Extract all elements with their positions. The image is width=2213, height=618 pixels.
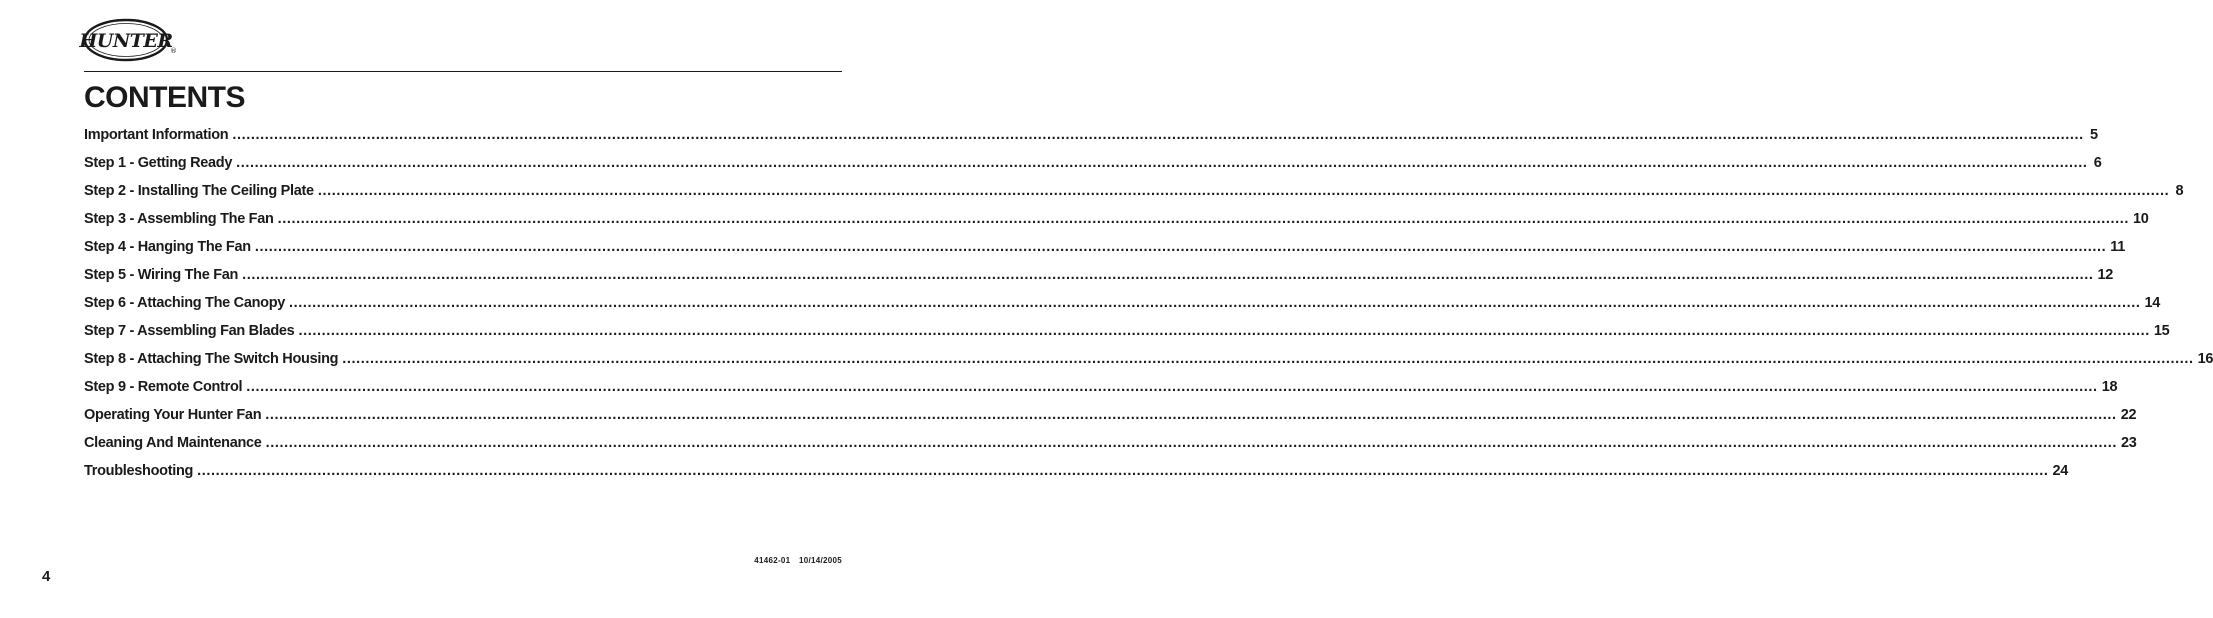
toc-page: 11 — [2110, 239, 2125, 255]
toc-row[interactable] — [84, 152, 2102, 180]
table-of-contents — [84, 124, 2213, 488]
toc-label: Step 9 - Remote Control — [84, 379, 243, 395]
toc-leader: ................................................................................................................................................................................................................................................................................................................................................................................................................ — [298, 323, 2150, 339]
toc-row[interactable] — [84, 348, 2213, 376]
toc-label: Step 7 - Assembling Fan Blades — [84, 323, 295, 339]
toc-leader: ................................................................................................................................................................................................................................................................................................................................................................................................................ — [254, 239, 2107, 255]
toc-leader: ................................................................................................................................................................................................................................................................................................................................................................................................................ — [236, 155, 2088, 171]
toc-page: 6 — [2093, 155, 2102, 171]
toc-leader: ................................................................................................................................................................................................................................................................................................................................................................................................................ — [242, 267, 2094, 283]
toc-page: 23 — [2121, 435, 2137, 451]
toc-leader: ................................................................................................................................................................................................................................................................................................................................................................................................................ — [342, 351, 2194, 367]
toc-leader: ................................................................................................................................................................................................................................................................................................................................................................................................................ — [317, 183, 2170, 199]
toc-label: Step 5 - Wiring The Fan — [84, 267, 239, 283]
page-title: CONTENTS — [84, 81, 245, 114]
hunter-logo-icon — [79, 17, 177, 63]
toc-page: 24 — [2052, 463, 2069, 479]
toc-row[interactable] — [84, 180, 2184, 208]
toc-row[interactable] — [84, 460, 2069, 488]
brand-text: HUNTER — [79, 30, 173, 52]
toc-row[interactable] — [84, 124, 2098, 152]
toc-page: 15 — [2153, 323, 2170, 339]
registered-mark: ® — [170, 47, 177, 55]
toc-leader: ................................................................................................................................................................................................................................................................................................................................................................................................................ — [232, 127, 2084, 143]
toc-row[interactable] — [84, 208, 2149, 236]
toc-page: 12 — [2097, 267, 2114, 283]
toc-label: Step 4 - Hanging The Fan — [84, 239, 251, 255]
toc-label: Step 2 - Installing The Ceiling Plate — [84, 183, 314, 199]
page-number: 4 — [42, 568, 51, 585]
toc-leader: ................................................................................................................................................................................................................................................................................................................................................................................................................ — [246, 379, 2098, 395]
toc-leader: ................................................................................................................................................................................................................................................................................................................................................................................................................ — [289, 295, 2141, 311]
toc-row[interactable] — [84, 432, 2137, 460]
toc-leader: ................................................................................................................................................................................................................................................................................................................................................................................................................ — [265, 407, 2117, 423]
toc-label: Step 8 - Attaching The Switch Housing — [84, 351, 339, 367]
hunter-logo — [79, 17, 177, 63]
toc-row[interactable] — [84, 320, 2170, 348]
toc-page: 18 — [2101, 379, 2118, 395]
toc-page: 16 — [2197, 351, 2213, 367]
toc-label: Important Information — [84, 127, 229, 143]
toc-page: 8 — [2175, 183, 2184, 199]
toc-page: 22 — [2120, 407, 2137, 423]
toc-page: 10 — [2133, 211, 2149, 227]
toc-leader: ................................................................................................................................................................................................................................................................................................................................................................................................................ — [265, 435, 2117, 451]
toc-row[interactable] — [84, 236, 2125, 264]
toc-page: 5 — [2090, 127, 2098, 143]
doc-date: 10/14/2005 — [798, 556, 842, 565]
toc-row[interactable] — [84, 264, 2114, 292]
toc-label: Step 1 - Getting Ready — [84, 155, 233, 171]
toc-label: Step 6 - Attaching The Canopy — [84, 295, 286, 311]
toc-row[interactable] — [84, 376, 2118, 404]
toc-label: Troubleshooting — [84, 463, 194, 479]
toc-leader: ................................................................................................................................................................................................................................................................................................................................................................................................................ — [277, 211, 2129, 227]
toc-leader: ................................................................................................................................................................................................................................................................................................................................................................................................................ — [197, 463, 2049, 479]
header-divider — [84, 71, 842, 72]
doc-code: 41462-01 — [754, 556, 791, 565]
toc-label: Operating Your Hunter Fan — [84, 407, 262, 423]
toc-row[interactable] — [84, 404, 2137, 432]
toc-row[interactable] — [84, 292, 2160, 320]
toc-page: 14 — [2144, 295, 2160, 311]
toc-label: Cleaning And Maintenance — [84, 435, 262, 451]
toc-label: Step 3 - Assembling The Fan — [84, 211, 274, 227]
document-code — [754, 556, 842, 565]
